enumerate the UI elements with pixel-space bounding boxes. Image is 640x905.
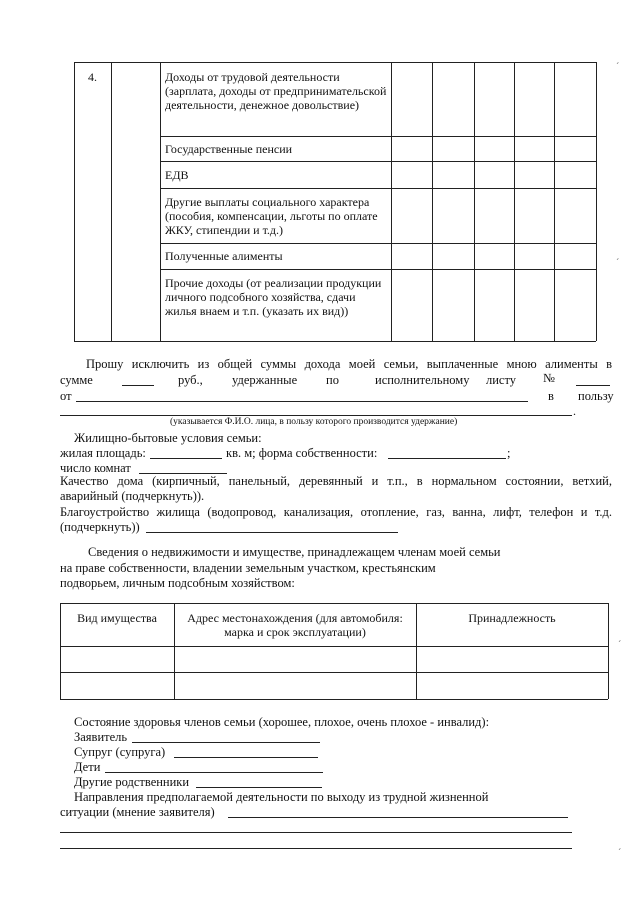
property-header-type: Вид имущества <box>77 611 157 625</box>
row-number: 4. <box>88 70 97 84</box>
living-rooms-label: число комнат <box>60 461 131 475</box>
direction-field-3[interactable] <box>60 848 572 849</box>
table-border <box>74 62 596 63</box>
health-children-label: Дети <box>74 760 101 774</box>
table-border <box>474 62 475 341</box>
table-border <box>432 62 433 341</box>
table-border <box>74 341 596 342</box>
table-border <box>554 62 555 341</box>
living-ownership-label: кв. м; форма собственности: <box>226 446 378 460</box>
table-border <box>608 603 609 699</box>
alimony-date-field[interactable] <box>76 401 528 402</box>
living-area-label: жилая площадь: <box>60 446 146 460</box>
table-border <box>160 62 161 341</box>
income-row-pensions: Государственные пенсии <box>165 142 293 156</box>
table-border <box>111 62 112 341</box>
table-border <box>60 699 608 700</box>
living-area-end: ; <box>507 446 511 460</box>
table-border <box>160 136 596 137</box>
table-border <box>596 62 597 341</box>
alimony-ot-label: от <box>60 389 72 403</box>
income-row-other: Прочие доходы (от реализации продукции личного подсобного хозяйства, сдачи жилья внаем и т.п. (указать их вид)) <box>165 276 382 318</box>
table-border <box>60 603 608 604</box>
direction-field-2[interactable] <box>60 832 572 833</box>
alimony-rub-label: руб., <box>178 373 203 387</box>
health-relatives-label: Другие родственники <box>74 775 190 789</box>
alimony-line1: Прошу исключить из общей суммы дохода моей семьи, выплаченные мною алименты в <box>86 357 612 371</box>
living-amenities-field[interactable] <box>146 532 398 533</box>
table-border <box>391 62 392 341</box>
table-border <box>74 62 75 341</box>
living-title: Жилищно-бытовые условия семьи: <box>74 431 262 445</box>
living-amenities: Благоустройство жилища (водопровод, канализация, отопление, газ, ванна, лифт, телефон и т.д. (подчеркнуть)) <box>60 505 612 534</box>
living-quality: Качество дома (кирпичный, панельный, деревянный и т.п., в нормальном состоянии, ветхий, аварийный (подчеркнуть)). <box>60 474 612 503</box>
table-border <box>160 161 596 162</box>
alimony-list-label: листу <box>486 373 517 387</box>
table-border <box>514 62 515 341</box>
property-line1: Сведения о недвижимости и имуществе, принадлежащем членам моей семьи <box>88 545 501 559</box>
health-spouse-label: Супруг (супруга) <box>74 745 166 759</box>
alimony-note: (указывается Ф.И.О. лица, в пользу которого производится удержание) <box>170 417 458 427</box>
income-row-edv: ЕДВ <box>165 168 189 182</box>
table-border <box>160 188 596 189</box>
income-row-social: Другие выплаты социального характера (пособия, компенсации, льготы по оплате ЖКУ, стипендии и т.д.) <box>165 195 378 237</box>
alimony-doc-number-field[interactable] <box>576 385 610 386</box>
property-header-owner: Принадлежность <box>468 611 556 625</box>
property-row-2[interactable] <box>60 673 608 699</box>
income-row-labor: Доходы от трудовой деятельности (зарплата, доходы от предпринимательской деятельности, денежное довольствие) <box>165 70 387 112</box>
alimony-no-label: № <box>543 371 555 385</box>
living-area-field[interactable] <box>150 458 222 459</box>
property-line3: подворьем, личным подсобным хозяйством: <box>60 576 295 590</box>
property-header-address: Адрес местонахождения (для автомобиля: марка и срок эксплуатации) <box>187 611 403 639</box>
table-border <box>160 243 596 244</box>
alimony-polzu-label: пользу <box>578 389 614 403</box>
alimony-po-label: по <box>326 373 339 387</box>
income-row-alimony: Полученные алименты <box>165 249 283 263</box>
health-relatives-field[interactable] <box>196 787 322 788</box>
property-row-1[interactable] <box>60 647 608 672</box>
alimony-exec-label: исполнительному <box>375 373 470 387</box>
alimony-sum-field[interactable] <box>122 385 154 386</box>
health-spouse-field[interactable] <box>174 757 318 758</box>
living-ownership-field[interactable] <box>388 458 506 459</box>
alimony-recipient-field[interactable] <box>60 415 572 416</box>
alimony-held-label: удержанные <box>232 373 298 387</box>
health-title: Состояние здоровья членов семьи (хорошее, плохое, очень плохое - инвалид): <box>74 715 490 729</box>
health-applicant-field[interactable] <box>132 742 320 743</box>
property-line2: на праве собственности, владении земельным участком, крестьянским <box>60 561 436 575</box>
table-border <box>160 269 596 270</box>
health-direction-line2: ситуации (мнение заявителя) <box>60 805 215 819</box>
alimony-v-label: в <box>548 389 554 403</box>
alimony-sum-label: сумме <box>60 373 93 387</box>
health-children-field[interactable] <box>105 772 323 773</box>
health-applicant-label: Заявитель <box>74 730 128 744</box>
health-direction-line1: Направления предполагаемой деятельности по выходу из трудной жизненной <box>74 790 489 804</box>
direction-field-1[interactable] <box>228 817 568 818</box>
